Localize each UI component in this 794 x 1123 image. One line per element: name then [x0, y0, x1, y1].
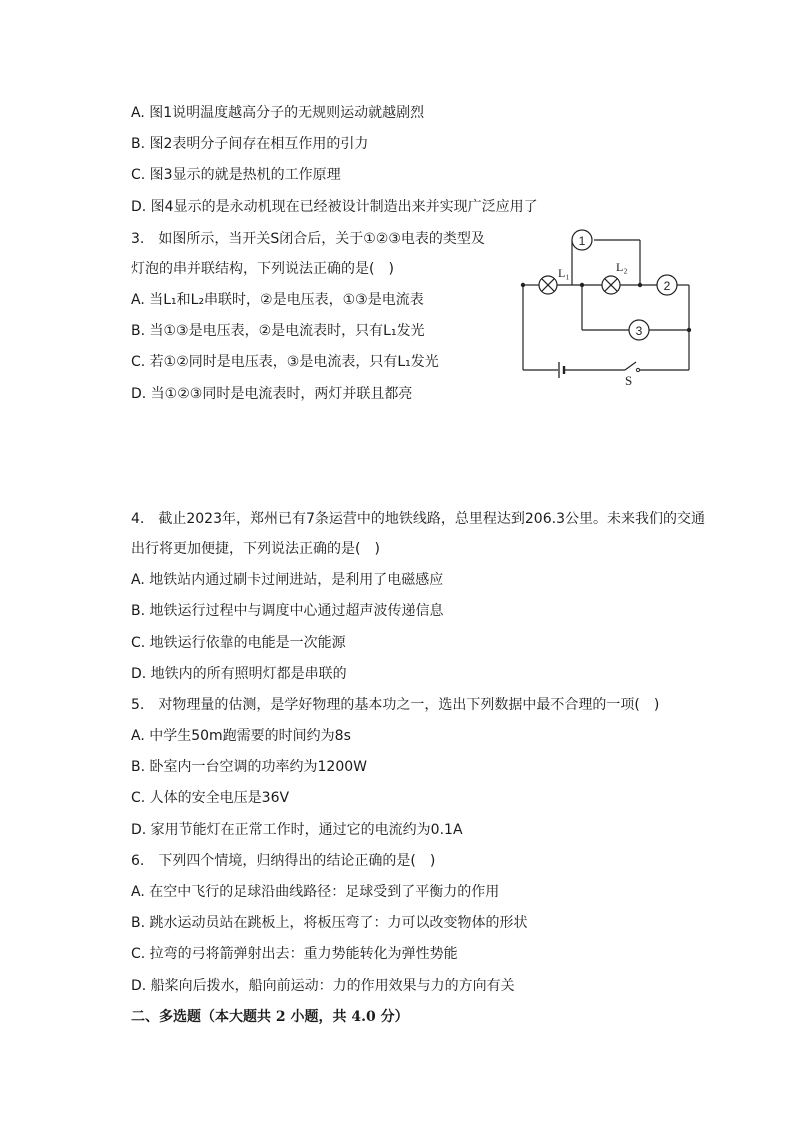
q2-option-d: D. 图4显示的是永动机现在已经被设计制造出来并实现广泛应用了 — [131, 199, 538, 215]
q6-option-b: B. 跳水运动员站在跳板上，将板压弯了：力可以改变物体的形状 — [131, 915, 528, 931]
q4-option-a: A. 地铁站内通过刷卡过闸进站，是利用了电磁感应 — [131, 572, 444, 588]
q4-stem-line1: 4. 截止2023年，郑州已有7条运营中的地铁线路，总里程达到206.3公里。未来我们的交通 — [131, 511, 705, 527]
switch-symbol — [625, 362, 640, 372]
battery-symbol — [559, 362, 564, 378]
q5-option-b: B. 卧室内一台空调的功率约为1200W — [131, 759, 367, 775]
lamp-l2 — [602, 276, 620, 294]
q3-option-a: A. 当L₁和L₂串联时，②是电压表，①③是电流表 — [131, 292, 424, 308]
meter-1-label: 1 — [578, 234, 586, 248]
q5-stem: 5. 对物理量的估测，是学好物理的基本功之一，选出下列数据中最不合理的一项( ) — [131, 697, 660, 713]
q3-option-d: D. 当①②③同时是电流表时，两灯并联且都亮 — [131, 386, 413, 402]
q6-option-a: A. 在空中飞行的足球沿曲线路径：足球受到了平衡力的作用 — [131, 884, 500, 900]
q3-option-b: B. 当①③是电压表，②是电流表时，只有L₁发光 — [131, 323, 425, 339]
lamp-l2-label: L₂ — [616, 260, 628, 274]
section-heading: 二、多选题（本大题共 2 小题，共 4.0 分） — [131, 1009, 409, 1025]
q5-option-c: C. 人体的安全电压是36V — [131, 790, 290, 806]
q4-stem-line2: 出行将更加便捷，下列说法正确的是( ) — [131, 541, 380, 557]
meter-3-label: 3 — [635, 324, 643, 338]
q3-stem-line2: 灯泡的串并联结构，下列说法正确的是( ) — [131, 261, 394, 277]
lamp-l1 — [539, 276, 557, 294]
q5-option-d: D. 家用节能灯在正常工作时，通过它的电流约为0.1A — [131, 822, 463, 838]
q3-stem-line1: 3. 如图所示，当开关S闭合后，关于①②③电表的类型及 — [131, 231, 485, 247]
switch-label: S — [625, 373, 633, 388]
q2-option-a: A. 图1说明温度越高分子的无规则运动就越剧烈 — [131, 105, 425, 121]
q6-stem: 6. 下列四个情境，归纳得出的结论正确的是( ) — [131, 853, 436, 869]
q4-option-c: C. 地铁运行依靠的电能是一次能源 — [131, 635, 346, 651]
q6-option-d: D. 船桨向后拨水，船向前运动：力的作用效果与力的方向有关 — [131, 978, 515, 994]
q4-option-d: D. 地铁内的所有照明灯都是串联的 — [131, 666, 347, 682]
q2-option-c: C. 图3显示的就是热机的工作原理 — [131, 167, 341, 183]
q6-option-c: C. 拉弯的弓将箭弹射出去：重力势能转化为弹性势能 — [131, 946, 458, 962]
circuit-diagram — [515, 225, 695, 390]
q5-option-a: A. 中学生50m跑需要的时间约为8s — [131, 728, 351, 744]
q3-option-c: C. 若①②同时是电压表，③是电流表，只有L₁发光 — [131, 354, 439, 370]
lamp-l1-label: L₁ — [558, 266, 570, 280]
q2-option-b: B. 图2表明分子间存在相互作用的引力 — [131, 136, 369, 152]
meter-2-label: 2 — [663, 279, 671, 293]
q4-option-b: B. 地铁运行过程中与调度中心通过超声波传递信息 — [131, 603, 444, 619]
